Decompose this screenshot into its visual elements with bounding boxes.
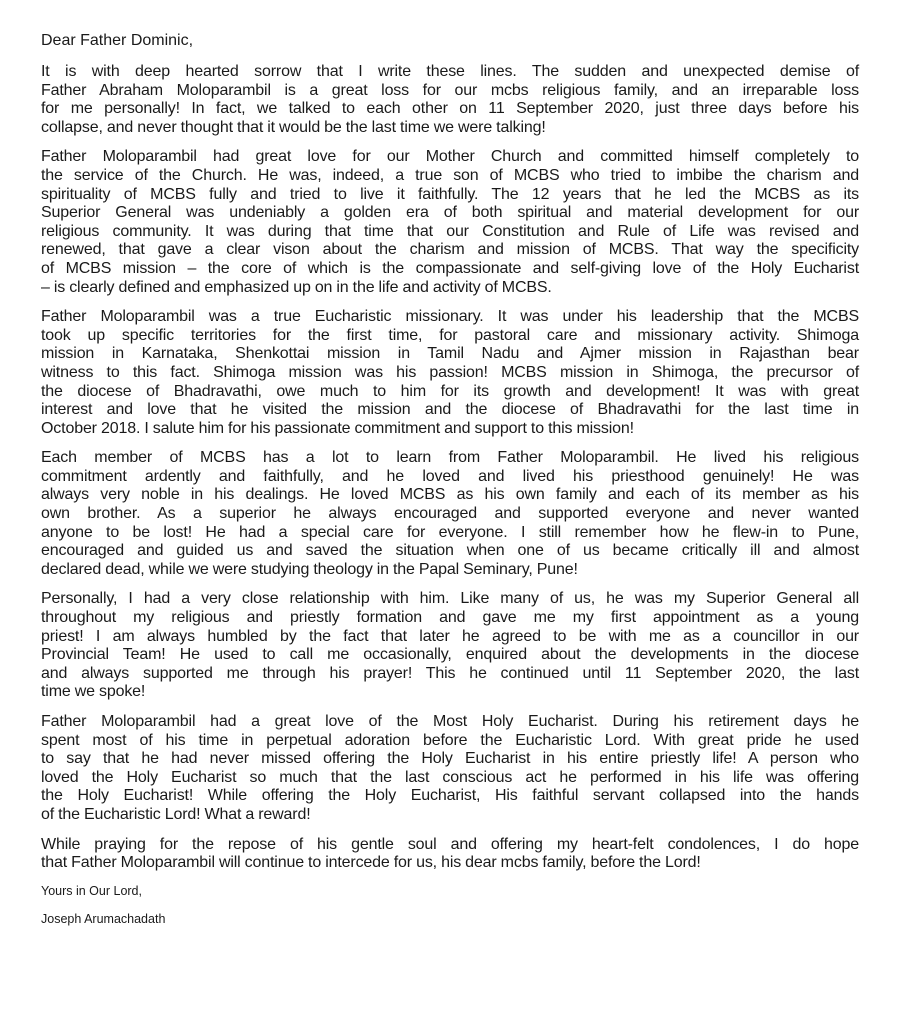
text-line: While praying for the repose of his gentle soul and offering my heart-felt condolences, I do hope: [41, 835, 859, 853]
salutation: Dear Father Dominic,: [41, 32, 194, 49]
text-line: own brother. As a superior he always encouraged and supported everyone and never wanted: [41, 505, 859, 523]
text-line: the Holy Eucharist! While offering the Holy Eucharist, His faithful servant collapsed into the hands: [41, 787, 859, 805]
text-line: declared dead, while we were studying theology in the Papal Seminary, Pune!: [41, 560, 578, 578]
text-line: and always supported me through his prayer! This he continued until 11 September 2020, the last: [41, 664, 859, 682]
text-line: to say that he had never missed offering the Holy Eucharist in his entire priestly life! A person who: [41, 750, 859, 768]
text-line: interest and love that he visited the mission and the diocese of Bhadravathi for the last time in: [41, 401, 859, 419]
paragraph-5: [41, 590, 859, 702]
signature: Joseph Arumachadath: [41, 911, 166, 926]
text-line: – is clearly defined and emphasized up on in the life and activity of MCBS.: [41, 278, 552, 296]
text-line: always very noble in his dealings. He loved MCBS as his own family and each of its member as his: [41, 486, 859, 504]
text-line: Personally, I had a very close relationship with him. Like many of us, he was my Superior General all: [41, 590, 859, 608]
text-line: witness to this fact. Shimoga mission was his passion! MCBS mission in Shimoga, the precursor of: [41, 363, 859, 381]
text-line: of the Eucharistic Lord! What a reward!: [41, 805, 311, 823]
text-line: Father Moloparambil was a true Eucharistic missionary. It was under his leadership that the MCBS: [41, 308, 859, 326]
text-line: Father Moloparambil had great love for our Mother Church and committed himself completely to: [41, 148, 859, 166]
text-line: Father Abraham Moloparambil is a great loss for our mcbs religious family, and an irreparable loss: [41, 81, 859, 99]
text-line: religious community. It was during that time that our Constitution and Rule of Life was revised and: [41, 222, 859, 240]
text-line: for me personally! In fact, we talked to each other on 11 September 2020, just three days before his: [41, 100, 859, 118]
text-line: encouraged and guided us and saved the situation when one of us became critically ill and almost: [41, 542, 859, 560]
text-line: the diocese of Bhadravathi, owe much to him for its growth and development! It was with great: [41, 382, 859, 400]
text-line: collapse, and never thought that it would be the last time we were talking!: [41, 118, 546, 136]
text-line: the service of the Church. He was, indeed, a true son of MCBS who tried to imbibe the charism and: [41, 166, 859, 184]
text-line: mission in Karnataka, Shenkottai mission in Tamil Nadu and Ajmer mission in Rajasthan bear: [41, 345, 859, 363]
text-line: time we spoke!: [41, 683, 146, 701]
text-line: commitment ardently and faithfully, and he loved and lived his priesthood genuinely! He was: [41, 467, 859, 485]
paragraph-2: [41, 148, 859, 297]
paragraph-1: [41, 63, 859, 137]
text-line: priest! I am always humbled by the fact that later he agreed to be with me as a councillor in our: [41, 627, 859, 645]
text-line: Each member of MCBS has a lot to learn from Father Moloparambil. He lived his religious: [41, 449, 859, 467]
text-line: loved the Holy Eucharist so much that the last conscious act he performed in his life was offering: [41, 768, 859, 786]
text-line: that Father Moloparambil will continue to intercede for us, his dear mcbs family, before the Lord!: [41, 854, 701, 872]
text-line: It is with deep hearted sorrow that I write these lines. The sudden and unexpected demise of: [41, 63, 859, 80]
letter: [41, 32, 859, 927]
closing: Yours in Our Lord,: [41, 883, 142, 898]
text-line: anyone to be lost! He had a special care for everyone. I still remember how he flew-in to Pune,: [41, 523, 859, 541]
text-line: of MCBS mission – the core of which is the compassionate and self-giving love of the Holy Eucharist: [41, 259, 859, 277]
text-line: spent most of his time in perpetual adoration before the Eucharistic Lord. With great pride he used: [41, 731, 859, 749]
letter-body: [41, 63, 859, 873]
text-line: spirituality of MCBS fully and tried to live it faithfully. The 12 years that he led the MCBS as its: [41, 185, 859, 203]
text-line: Superior General was undeniably a golden era of both spiritual and material development for our: [41, 204, 859, 222]
text-line: October 2018. I salute him for his passionate commitment and support to this mission!: [41, 419, 634, 437]
paragraph-6: [41, 713, 859, 825]
text-line: Provincial Team! He used to call me occasionally, enquired about the developments in the diocese: [41, 646, 859, 664]
paragraph-7: [41, 836, 859, 873]
paragraph-4: [41, 449, 859, 579]
text-line: throughout my religious and priestly formation and gave me my first appointment as a young: [41, 609, 859, 627]
text-line: Father Moloparambil had a great love of the Most Holy Eucharist. During his retirement days he: [41, 713, 859, 730]
text-line: took up specific territories for the first time, for pastoral care and missionary activity. Shimoga: [41, 326, 859, 344]
text-line: renewed, that gave a clear vison about the charism and mission of MCBS. That way the specificity: [41, 241, 859, 259]
paragraph-3: [41, 308, 859, 438]
